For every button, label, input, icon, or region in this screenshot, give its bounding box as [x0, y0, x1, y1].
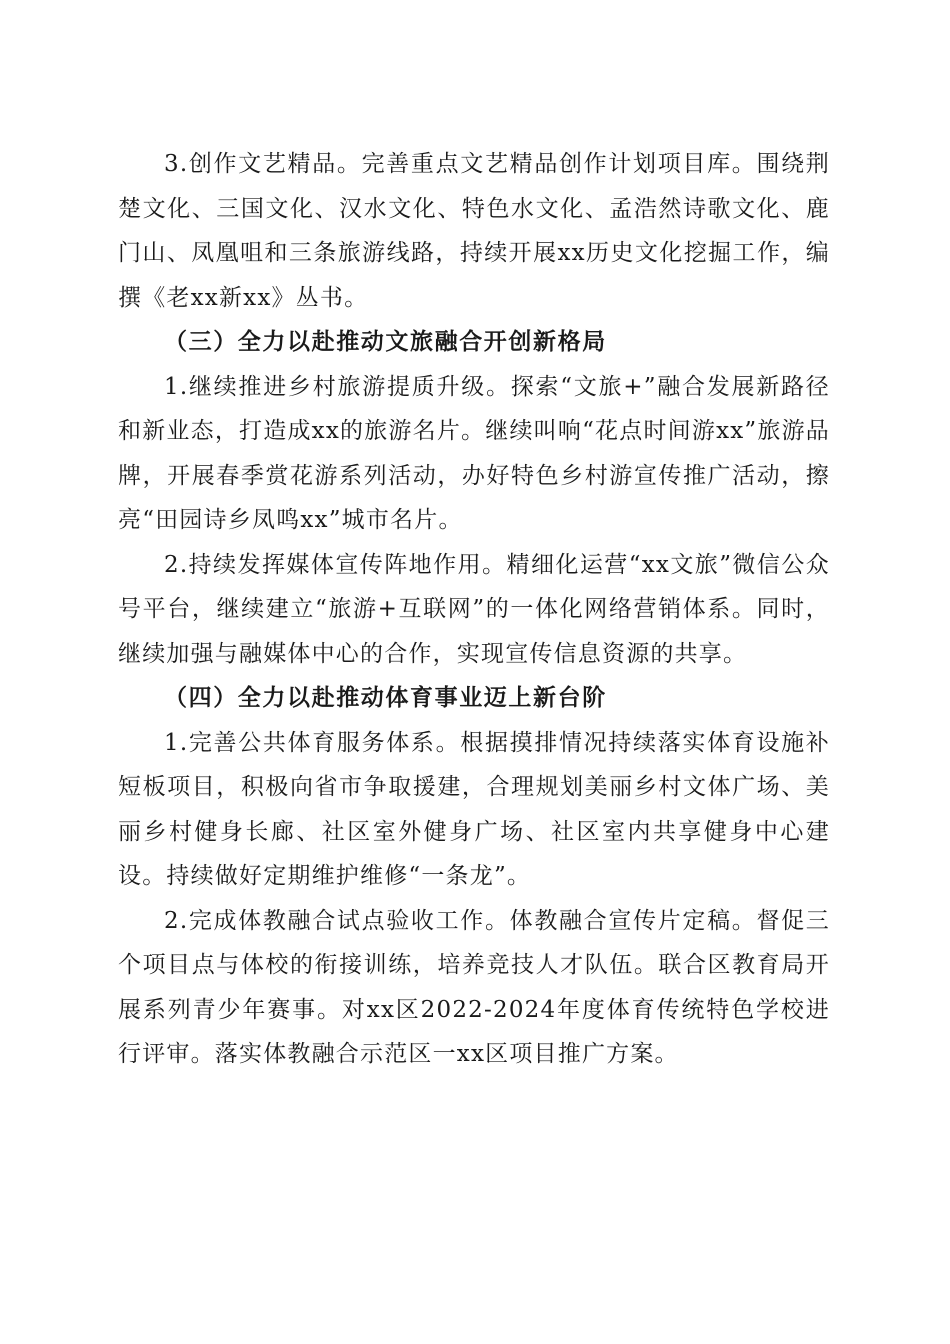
paragraph-create-art-works: 3.创作文艺精品。完善重点文艺精品创作计划项目库。围绕荆楚文化、三国文化、汉水文化、特色水文化、孟浩然诗歌文化、鹿门山、凤凰咀和三条旅游线路，持续开展xx历史文化挖掘工作，编撰《老xx新xx》丛书。 — [118, 151, 830, 311]
section-heading-sports: （四）全力以赴推动体育事业迈上新台阶 — [164, 685, 607, 711]
paragraph-sports-education-integration: 2.完成体教融合试点验收工作。体教融合宣传片定稿。督促三个项目点与体校的衔接训练，培养竞技人才队伍。联合区教育局开展系列青少年赛事。对xx区2022-2024年度体育传统特色学校进行评审。落实体教融合示范区一xx区项目推广方案。 — [118, 907, 830, 1067]
document-body — [118, 142, 830, 1077]
section-heading-culture-tourism: （三）全力以赴推动文旅融合开创新格局 — [164, 329, 607, 355]
paragraph-public-sports-service: 1.完善公共体育服务体系。根据摸排情况持续落实体育设施补短板项目，积极向省市争取援建，合理规划美丽乡村文体广场、美丽乡村健身长廊、社区室外健身广场、社区室内共享健身中心建设。持续做好定期维护维修“一条龙”。 — [118, 729, 830, 889]
paragraph-media-promotion: 2.持续发挥媒体宣传阵地作用。精细化运营“xx文旅”微信公众号平台，继续建立“旅游+互联网”的一体化网络营销体系。同时，继续加强与融媒体中心的合作，实现宣传信息资源的共享。 — [118, 551, 830, 667]
paragraph-rural-tourism: 1.继续推进乡村旅游提质升级。探索“文旅+”融合发展新路径和新业态，打造成xx的旅游名片。继续叫响“花点时间游xx”旅游品牌，开展春季赏花游系列活动，办好特色乡村游宣传推广活动，擦亮“田园诗乡凤鸣xx”城市名片。 — [118, 373, 830, 533]
